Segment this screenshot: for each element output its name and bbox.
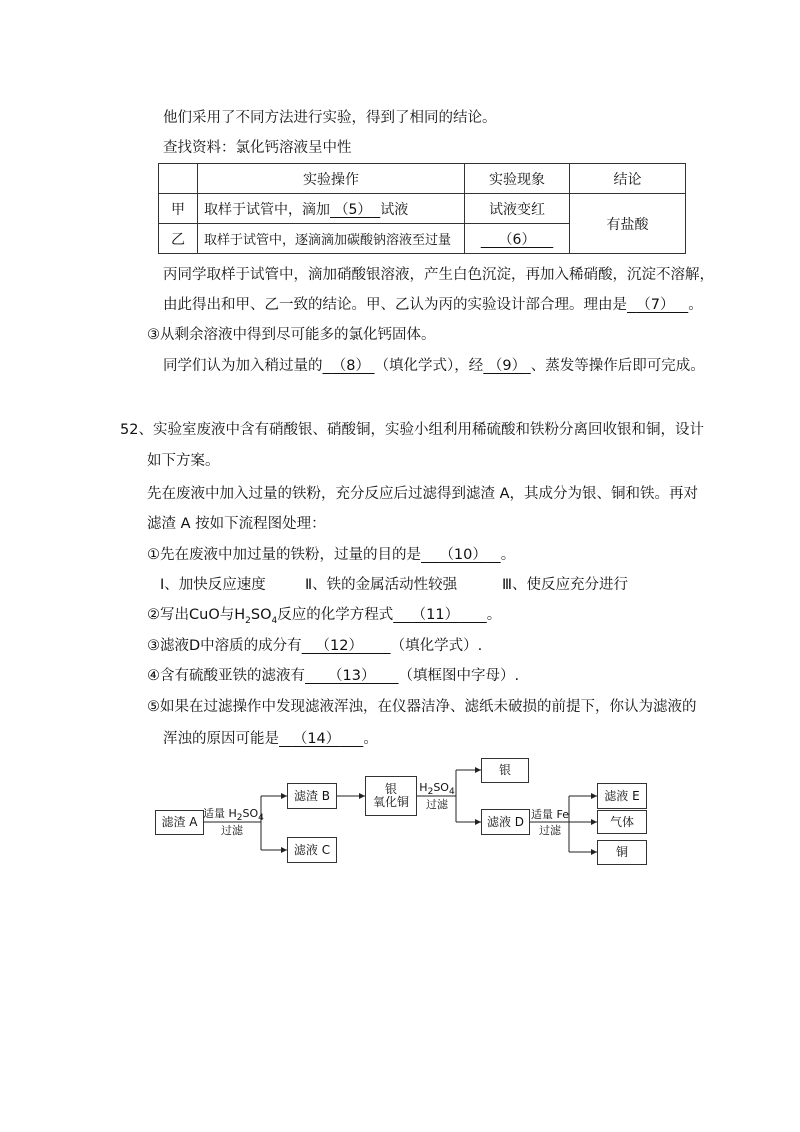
item-2-text-mid: SO — [250, 607, 272, 623]
blank-12-label: （12） — [315, 638, 363, 654]
blank-11-label: （11） — [411, 607, 460, 623]
intro-line: 他们采用了不同方法进行实验，得到了相同的结论。 — [163, 110, 497, 126]
blank-10-label: （10） — [439, 547, 487, 563]
option-2: Ⅱ、铁的金属活动性较强 — [305, 577, 458, 593]
question-52-text: 实验室废液中含有硝酸银、硝酸铜，实验小组利用稀硫酸和铁粉分离回收银和铜，设计 — [152, 422, 704, 438]
bing-line-2: 由此得出和甲、乙一致的结论。甲、乙认为丙的实验设计部合理。理由是 （7） 。 — [163, 297, 703, 313]
box-silver-copper-oxide-line-1: 银 — [384, 782, 397, 796]
blank-14-label: （14） — [292, 731, 341, 747]
item-3-text: ③滤液D中溶质的成分有 — [147, 638, 302, 654]
item-2-text-tail: 反应的化学方程式 — [277, 607, 394, 623]
step-3b-text-mid: （填化学式），经 — [374, 358, 484, 374]
blank-13-label: （13） — [328, 668, 376, 684]
label-2-sub-2: 4 — [448, 787, 455, 798]
item-2-text: ②写出CuO与H — [147, 607, 246, 623]
item-4-text: ④含有硫酸亚铁的滤液有 — [147, 668, 305, 684]
box-silver-copper-oxide-line-2: 氧化铜 — [372, 795, 409, 809]
blank-5-label: （5） — [334, 201, 372, 218]
item-1-text: ①先在废液中加过量的铁粉，过量的目的是 — [147, 547, 421, 563]
row-name-yi: 乙 — [159, 224, 198, 254]
box-filter-residue-a: 滤渣 A — [155, 810, 204, 835]
row-operation-yi: 取样于试管中，逐滴滴加碳酸钠溶液至过量 — [198, 224, 465, 254]
item-3-text-tail: （填化学式）. — [390, 638, 483, 654]
label-1-text: 适量 H — [203, 807, 237, 820]
item-4-text-tail: （填框图中字母）. — [398, 668, 520, 684]
step-3b-text-tail: 、蒸发等操作后即可完成。 — [530, 358, 705, 374]
box-filtrate-c: 滤液 C — [287, 837, 337, 863]
box-silver-copper-oxide — [365, 776, 417, 816]
step-3-line: ③从剩余溶液中得到尽可能多的氯化钙固体。 — [147, 327, 436, 343]
label-1-sub-2: 4 — [258, 813, 264, 824]
question-number: 52、 — [120, 422, 153, 438]
label-step-1-filter: 过滤 — [221, 824, 243, 837]
paragraph-line-2: 滤渣 A 按如下流程图处理： — [147, 516, 326, 532]
box-filter-residue-b: 滤渣 B — [287, 783, 337, 809]
table-header-conclusion: 结论 — [570, 164, 686, 194]
label-2-sub-1: 2 — [427, 787, 434, 798]
item-2-sub-1: 2 — [245, 615, 251, 626]
item-5-line-1: ⑤如果在过滤操作中发现滤液浑浊，在仪器洁净、滤纸未破损的前提下，你认为滤液的 — [147, 699, 697, 715]
item-5-text: 浑浊的原因可能是 — [163, 731, 279, 747]
blank-7-label: （7） — [636, 297, 675, 313]
label-1-text-mid: SO — [242, 807, 259, 820]
label-step-3-reagent: 适量 Fe — [531, 808, 569, 821]
item-2-line: ②写出CuO与$H_2SO_4$反应的化学方程式 （11） 。 — [147, 607, 502, 626]
blank-9-label: （9） — [487, 358, 527, 374]
label-step-2-reagent — [418, 782, 456, 798]
label-2-text-mid: SO — [433, 781, 449, 794]
label-step-2-filter: 过滤 — [426, 798, 448, 811]
operation-text: 取样于试管中，滴加 — [204, 201, 330, 218]
box-copper: 铜 — [597, 840, 647, 865]
box-gas: 气体 — [597, 810, 647, 834]
blank-6-label: （6） — [498, 231, 536, 248]
blank-8-label: （8） — [331, 358, 370, 374]
box-filtrate-d: 滤液 D — [481, 809, 530, 835]
label-step-3-filter: 过滤 — [539, 824, 561, 837]
box-silver: 银 — [481, 758, 529, 783]
bing-line-2-text: 由此得出和甲、乙一致的结论。甲、乙认为丙的实验设计部合理。理由是 — [163, 297, 627, 313]
paragraph-line-1: 先在废液中加入过量的铁粉，充分反应后过滤得到滤渣 A，其成分为银、铜和铁。再对 — [147, 486, 699, 502]
row-phenomenon-jia: 试液变红 — [465, 194, 570, 224]
item-2-sub-2: 4 — [271, 615, 278, 626]
label-1-sub-1: 2 — [236, 813, 243, 824]
question-52-line-2: 如下方案。 — [147, 453, 220, 469]
option-1: Ⅰ、加快反应速度 — [160, 577, 266, 593]
box-filtrate-e: 滤液 E — [597, 783, 647, 809]
label-step-1-reagent — [203, 807, 264, 824]
bing-line-1: 丙同学取样于试管中，滴加硝酸银溶液，产生白色沉淀，再加入稀硝酸，沉淀不溶解， — [163, 267, 714, 283]
item-5-line-2: 浑浊的原因可能是 （14） 。 — [163, 731, 378, 747]
table-header-operation: 实验操作 — [198, 164, 465, 194]
option-3: Ⅲ、使反应充分进行 — [502, 577, 628, 593]
operation-text-tail: 试液 — [380, 201, 409, 218]
row-name-jia: 甲 — [159, 194, 198, 224]
label-2-text: H — [419, 781, 428, 794]
step-3b-text: 同学们认为加入稍过量的 — [163, 358, 323, 374]
conclusion-cell: 有盐酸 — [570, 194, 686, 254]
item-1-line: ①先在废液中加过量的铁粉，过量的目的是 （10） 。 — [147, 547, 516, 563]
reference-line: 查找资料：氯化钙溶液呈中性 — [163, 140, 352, 156]
table-header-phenomenon: 实验现象 — [465, 164, 570, 194]
